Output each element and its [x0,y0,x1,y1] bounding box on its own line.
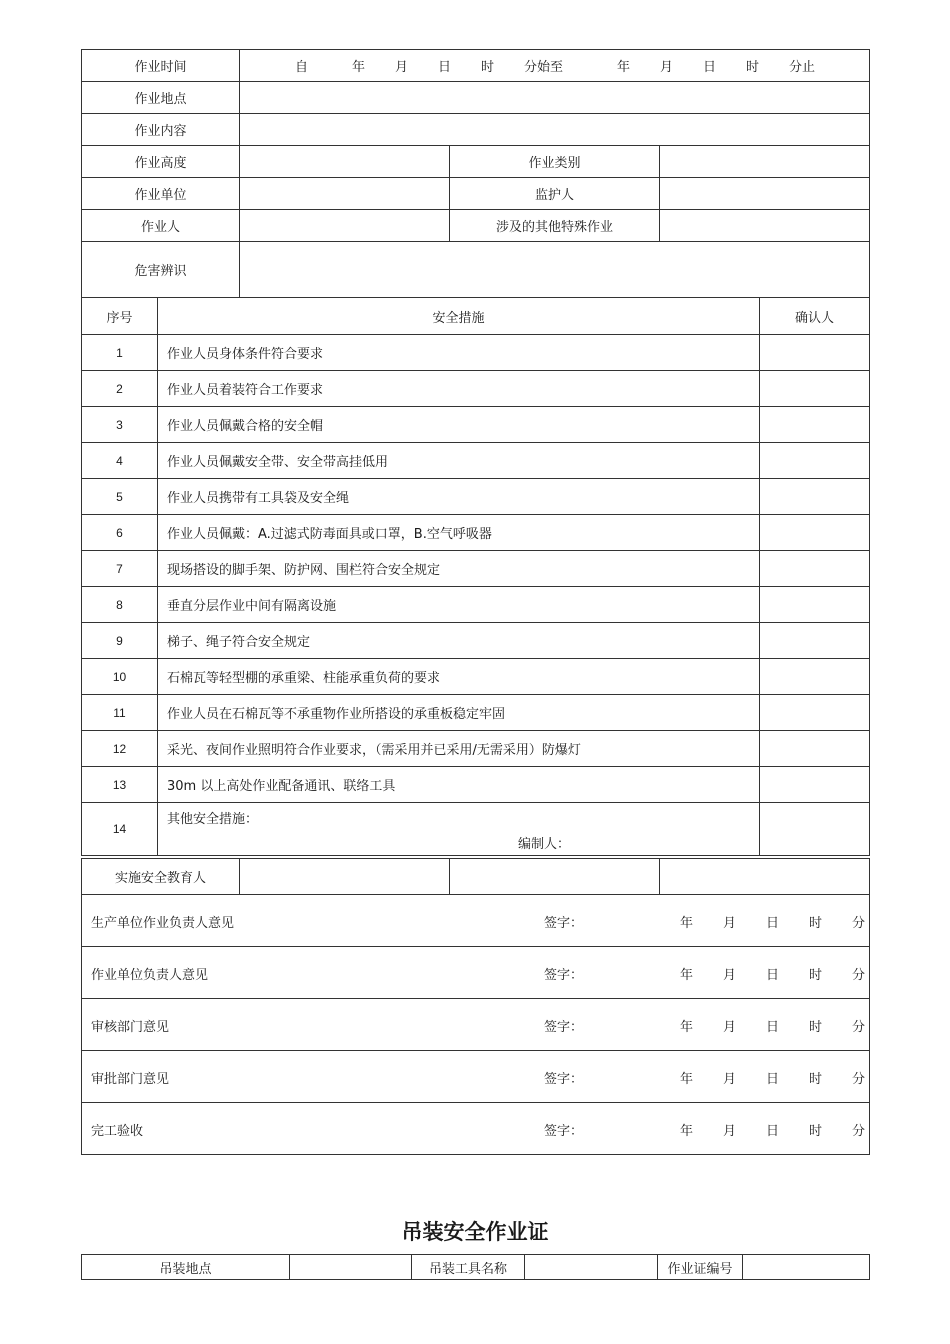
date-part: 年 [680,916,694,931]
date-line [680,964,870,983]
measure-row [82,659,870,695]
sign-label: 签字： [544,1020,584,1035]
education-field-1[interactable] [240,859,450,895]
time-hour: 时 [481,60,495,75]
measure-row [82,623,870,659]
measure-row [82,587,870,623]
measure-no: 13 [82,767,158,803]
time-month: 月 [395,60,409,75]
date-line [680,912,870,931]
work-unit-label: 作业单位 [82,178,240,210]
measure-confirm-field[interactable] [760,479,870,515]
work-info-table [81,49,870,298]
measure-text: 作业人员着装符合工作要求 [158,371,760,407]
measure-no: 14 [82,803,158,856]
time-minute-end: 分止 [789,60,816,75]
measure-confirm-field[interactable] [760,767,870,803]
date-line [680,1016,870,1035]
measure-no: 6 [82,515,158,551]
measure-confirm-field[interactable] [760,443,870,479]
date-part: 分 [852,1124,866,1139]
safety-measures-table [81,297,870,856]
measure-text: 作业人员在石棉瓦等不承重物作业所搭设的承重板稳定牢固 [158,695,760,731]
sign-label: 签字： [544,1072,584,1087]
measure-text: 作业人员携带有工具袋及安全绳 [158,479,760,515]
work-location-label: 作业地点 [82,82,240,114]
measure-no: 8 [82,587,158,623]
work-time-label: 作业时间 [82,50,240,82]
opinion-label: 作业单位负责人意见 [91,968,209,983]
measure-row [82,731,870,767]
measure-confirm-field[interactable] [760,731,870,767]
measure-text: 采光、夜间作业照明符合作业要求，（需采用并已采用/无需采用）防爆灯 [158,731,760,767]
worker-label: 作业人 [82,210,240,242]
cert-no-field[interactable] [743,1255,870,1280]
work-time-field[interactable] [240,50,870,82]
measure-other-cell[interactable] [158,803,760,856]
education-field-3[interactable] [660,859,870,895]
date-part: 分 [852,1020,866,1035]
lifting-location-label: 吊装地点 [82,1255,290,1280]
measure-no: 10 [82,659,158,695]
time-year: 年 [352,60,366,75]
measure-text: 垂直分层作业中间有隔离设施 [158,587,760,623]
supervisor-label: 监护人 [450,178,660,210]
measure-row [82,335,870,371]
measure-no: 7 [82,551,158,587]
signature-row [82,895,870,947]
education-label: 实施安全教育人 [82,859,240,895]
date-line [680,1068,870,1087]
special-work-field[interactable] [660,210,870,242]
date-part: 月 [723,1072,737,1087]
measure-confirm-field[interactable] [760,407,870,443]
date-part: 月 [723,1020,737,1035]
hazard-label: 危害辨识 [82,242,240,298]
measure-text: 梯子、绳子符合安全规定 [158,623,760,659]
date-part: 年 [680,1020,694,1035]
measure-confirm-field[interactable] [760,659,870,695]
signature-cell[interactable] [82,999,870,1051]
date-part: 年 [680,1072,694,1087]
signature-cell[interactable] [82,895,870,947]
col-header-measure: 安全措施 [158,298,760,335]
work-category-label: 作业类别 [450,146,660,178]
hazard-field[interactable] [240,242,870,298]
measure-confirm-field[interactable] [760,623,870,659]
measure-text: 现场搭设的脚手架、防护网、围栏符合安全规定 [158,551,760,587]
signature-cell[interactable] [82,1051,870,1103]
measure-text: 作业人员佩戴：A.过滤式防毒面具或口罩，B.空气呼吸器 [158,515,760,551]
measure-text: 作业人员佩戴安全带、安全带高挂低用 [158,443,760,479]
measure-no: 9 [82,623,158,659]
signature-table [81,894,870,1155]
measure-no: 2 [82,371,158,407]
education-table [81,858,870,895]
measure-confirm-field[interactable] [760,803,870,856]
worker-field[interactable] [240,210,450,242]
measure-row [82,551,870,587]
measure-row [82,371,870,407]
time-year-end: 年 [617,60,631,75]
date-line [680,1120,870,1139]
time-day-end: 日 [703,60,717,75]
date-part: 分 [852,968,866,983]
measure-text: 作业人员佩戴合格的安全帽 [158,407,760,443]
cert-no-label: 作业证编号 [658,1255,743,1280]
work-height-label: 作业高度 [82,146,240,178]
signature-row [82,947,870,999]
time-from: 自 [295,60,309,75]
date-part: 分 [852,1072,866,1087]
author-label: 编制人： [518,837,571,852]
lifting-title: 吊装安全作业证 [401,1220,549,1244]
date-part: 时 [809,1124,823,1139]
measure-confirm-field[interactable] [760,335,870,371]
opinion-label: 审批部门意见 [91,1072,170,1087]
measure-row [82,695,870,731]
date-part: 分 [852,916,866,931]
time-month-end: 月 [660,60,674,75]
measure-row [82,407,870,443]
date-part: 时 [809,1020,823,1035]
work-category-field[interactable] [660,146,870,178]
signature-row [82,999,870,1051]
time-day: 日 [438,60,452,75]
supervisor-field[interactable] [660,178,870,210]
date-part: 日 [766,968,780,983]
measure-confirm-field[interactable] [760,695,870,731]
signature-row [82,1103,870,1155]
date-part: 日 [766,916,780,931]
opinion-label: 完工验收 [91,1124,144,1139]
lifting-tool-label: 吊装工具名称 [412,1255,525,1280]
opinion-label: 审核部门意见 [91,1020,170,1035]
measure-confirm-field[interactable] [760,371,870,407]
measure-text: 30m 以上高处作业配备通讯、联络工具 [158,767,760,803]
measure-row [82,767,870,803]
work-location-field[interactable] [240,82,870,114]
signature-cell[interactable] [82,1103,870,1155]
work-content-label: 作业内容 [82,114,240,146]
measure-confirm-field[interactable] [760,587,870,623]
lifting-location-field[interactable] [290,1255,412,1280]
work-content-field[interactable] [240,114,870,146]
date-part: 时 [809,916,823,931]
measure-no: 5 [82,479,158,515]
measure-row [82,479,870,515]
col-header-no: 序号 [82,298,158,335]
measure-no: 4 [82,443,158,479]
other-measures-label: 其他安全措施： [167,812,259,827]
lifting-tool-field[interactable] [525,1255,658,1280]
date-part: 时 [809,968,823,983]
signature-cell[interactable] [82,947,870,999]
work-height-field[interactable] [240,146,450,178]
measure-confirm-field[interactable] [760,551,870,587]
measure-no: 12 [82,731,158,767]
lifting-table [81,1254,870,1280]
time-minute-start: 分始至 [524,60,564,75]
measure-row [82,443,870,479]
opinion-label: 生产单位作业负责人意见 [91,916,235,931]
work-unit-field[interactable] [240,178,450,210]
measure-no: 11 [82,695,158,731]
special-work-label: 涉及的其他特殊作业 [450,210,660,242]
sign-label: 签字： [544,1124,584,1139]
col-header-confirm: 确认人 [760,298,870,335]
time-hour-end: 时 [746,60,760,75]
measure-no: 1 [82,335,158,371]
education-field-2[interactable] [450,859,660,895]
date-part: 年 [680,968,694,983]
signature-row [82,1051,870,1103]
date-part: 日 [766,1020,780,1035]
date-part: 日 [766,1072,780,1087]
measure-text: 作业人员身体条件符合要求 [158,335,760,371]
date-part: 日 [766,1124,780,1139]
date-part: 年 [680,1124,694,1139]
measure-row [82,515,870,551]
measure-no: 3 [82,407,158,443]
sign-label: 签字： [544,916,584,931]
measure-text: 石棉瓦等轻型棚的承重梁、柱能承重负荷的要求 [158,659,760,695]
date-part: 月 [723,968,737,983]
measure-confirm-field[interactable] [760,515,870,551]
date-part: 月 [723,916,737,931]
date-part: 时 [809,1072,823,1087]
date-part: 月 [723,1124,737,1139]
sign-label: 签字： [544,968,584,983]
